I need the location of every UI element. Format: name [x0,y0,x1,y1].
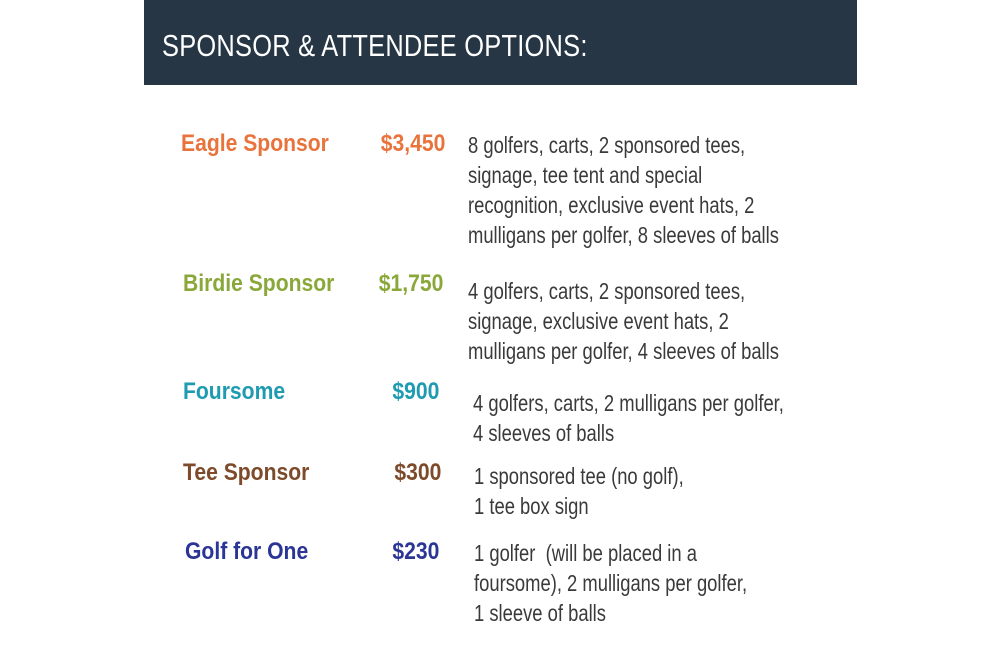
description-line: 4 golfers, carts, 2 sponsored tees, [468,278,746,304]
description-line: signage, tee tent and special [468,162,703,188]
option-description [468,276,779,366]
description-line: 1 golfer (will be placed in a [474,540,697,566]
option-name: Golf for One [185,538,309,565]
option-description [468,130,779,250]
option-description [474,538,747,628]
description-line: foursome), 2 mulligans per golfer, [474,570,748,596]
description-line: 1 tee box sign [474,493,589,519]
description-line: signage, exclusive event hats, 2 [468,308,729,334]
description-line: 1 sponsored tee (no golf), [474,463,684,489]
description-line: 8 golfers, carts, 2 sponsored tees, [468,132,746,158]
page-title: SPONSOR & ATTENDEE OPTIONS: [162,28,588,63]
option-name: Eagle Sponsor [181,130,329,157]
description-line: 1 sleeve of balls [474,600,606,626]
description-line: mulligans per golfer, 8 sleeves of balls [468,222,779,248]
option-price: $230 [392,538,439,565]
description-line: 4 sleeves of balls [473,420,615,446]
option-description [473,388,784,448]
header-banner [144,0,857,85]
option-name: Tee Sponsor [183,459,310,486]
description-line: mulligans per golfer, 4 sleeves of balls [468,338,779,364]
option-price: $300 [394,459,441,486]
option-description [474,461,684,521]
option-price: $3,450 [380,130,445,157]
description-line: recognition, exclusive event hats, 2 [468,192,755,218]
option-price: $900 [392,378,439,405]
option-name: Foursome [183,378,286,405]
option-price: $1,750 [378,270,443,297]
option-name: Birdie Sponsor [183,270,335,297]
description-line: 4 golfers, carts, 2 mulligans per golfer, [473,390,784,416]
